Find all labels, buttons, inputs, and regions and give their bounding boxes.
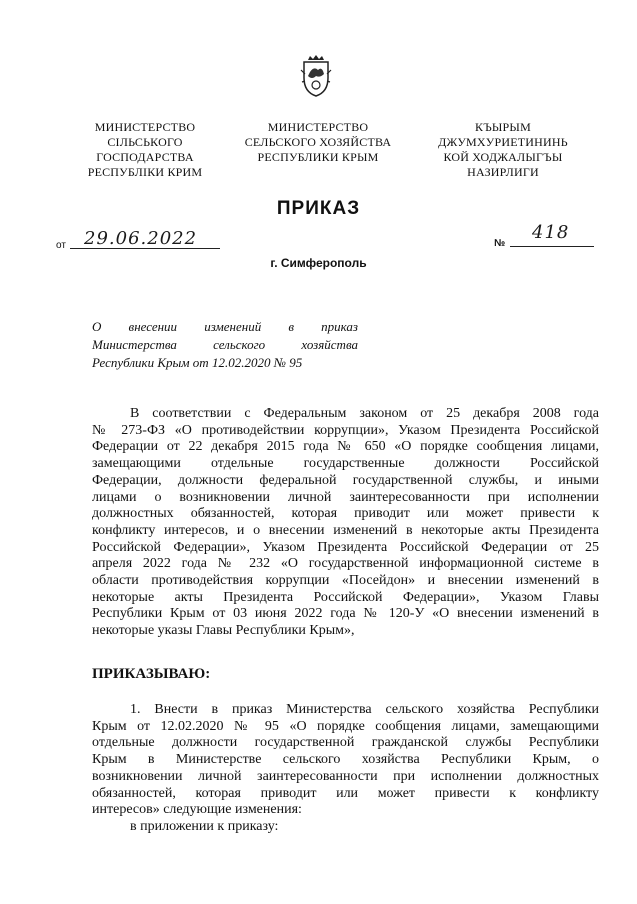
coat-of-arms-icon (296, 54, 336, 98)
paragraph-line: должностных обязанностей, которая приводит или может привести к (92, 506, 599, 522)
ministry-line: НАЗИРЛИГИ (467, 165, 539, 179)
paragraph-line: № 273-ФЗ «О противодействии коррупции», Указом Президента Российской (92, 422, 599, 438)
paragraph-line: области противодействия коррупции «Посейдон» и внесении изменений в (92, 573, 599, 589)
order-item-1 (92, 702, 599, 836)
paragraph-line: Российской Федерации», Указом Президента Российской Федерации от 25 (92, 539, 599, 555)
date-underline (70, 248, 220, 249)
paragraph-line: лицами о возникновении личной заинтересованности при исполнении (92, 489, 599, 505)
order-heading: ПРИКАЗЫВАЮ: (92, 666, 211, 682)
number-label: № (494, 238, 506, 249)
ministry-line: КЪЫРЫМ (475, 120, 531, 134)
subject-line: Республики Крым от 12.02.2020 № 95 (92, 355, 303, 370)
paragraph-line: возникновении личной заинтересованности при исполнении должностных (92, 768, 599, 784)
paragraph-line: Крым от 12.02.2020 № 95 «О порядке сообщения лицами, замещающими (92, 718, 599, 734)
paragraph-line: замещающими отдельные государственные должности Российской (92, 456, 599, 472)
document-title: ПРИКАЗ (276, 198, 361, 219)
paragraph-line: в приложении к приказу: (130, 818, 279, 834)
ministry-line: СІЛЬСЬКОГО (107, 135, 183, 149)
ministry-name-ukrainian (70, 120, 220, 180)
ministry-name-crimean-tatar (418, 120, 588, 180)
paragraph-line: Федерации, должности федеральной государственной службы, и иными (92, 472, 599, 488)
paragraph-line: апреля 2022 года № 232 «О государственной информационной системе в (92, 556, 599, 572)
date-value: 29.06.2022 (84, 228, 198, 249)
ministry-line: ГОСПОДАРСТВА (96, 150, 194, 164)
ministry-line: РЕСПУБЛІКИ КРИМ (87, 165, 203, 179)
paragraph-line: интересов» следующие изменения: (92, 802, 302, 818)
paragraph-line: Федерации от 22 декабря 2015 года № 650 «О порядке сообщения лицами, (92, 439, 599, 455)
ministry-line: РЕСПУБЛИКИ КРЫМ (257, 150, 379, 164)
paragraph-line: Крым в Министерстве сельского хозяйства Республики Крым, о (92, 752, 599, 768)
ministry-line: ДЖУМХУРИЕТИНИНЬ (438, 135, 568, 149)
ministry-line: МИНИСТЕРСТВО (94, 120, 196, 134)
ministry-line: СЕЛЬСКОГО ХОЗЯЙСТВА (244, 135, 392, 149)
subject-line: О внесении изменений в приказ (92, 319, 358, 334)
number-underline (510, 246, 594, 247)
paragraph-line: Республики Крым от 03 июня 2022 года № 120-У «О внесении изменений в (92, 606, 599, 622)
number-value: 418 (532, 222, 570, 243)
paragraph-line: конфликту интересов, и о внесении изменений в некоторые акты Президента (92, 522, 599, 538)
paragraph-line: В соответствии с Федеральным законом от 25 декабря 2008 года (130, 406, 599, 421)
preamble-paragraph (92, 406, 599, 640)
paragraph-line: обязанностей, которая приводит или может привести к конфликту (92, 785, 599, 801)
city-name: г. Симферополь (270, 256, 367, 270)
date-label: от (56, 240, 66, 251)
paragraph-line: отдельные должности государственной гражданской службы Республики (92, 735, 599, 751)
document-subject (92, 318, 358, 372)
subject-line: Министерства сельского хозяйства (92, 337, 358, 352)
ministry-name-russian (233, 120, 403, 165)
ministry-line: МИНИСТЕРСТВО (267, 120, 369, 134)
paragraph-line: 1. Внести в приказ Министерства сельского хозяйства Республики (130, 702, 599, 717)
ministry-line: КОЙ ХОДЖАЛЫГЪЫ (443, 150, 563, 164)
paragraph-line: некоторые акты Президента Российской Федерации», Указом Главы (92, 589, 599, 605)
paragraph-line: некоторые указы Главы Республики Крым», (92, 623, 355, 639)
